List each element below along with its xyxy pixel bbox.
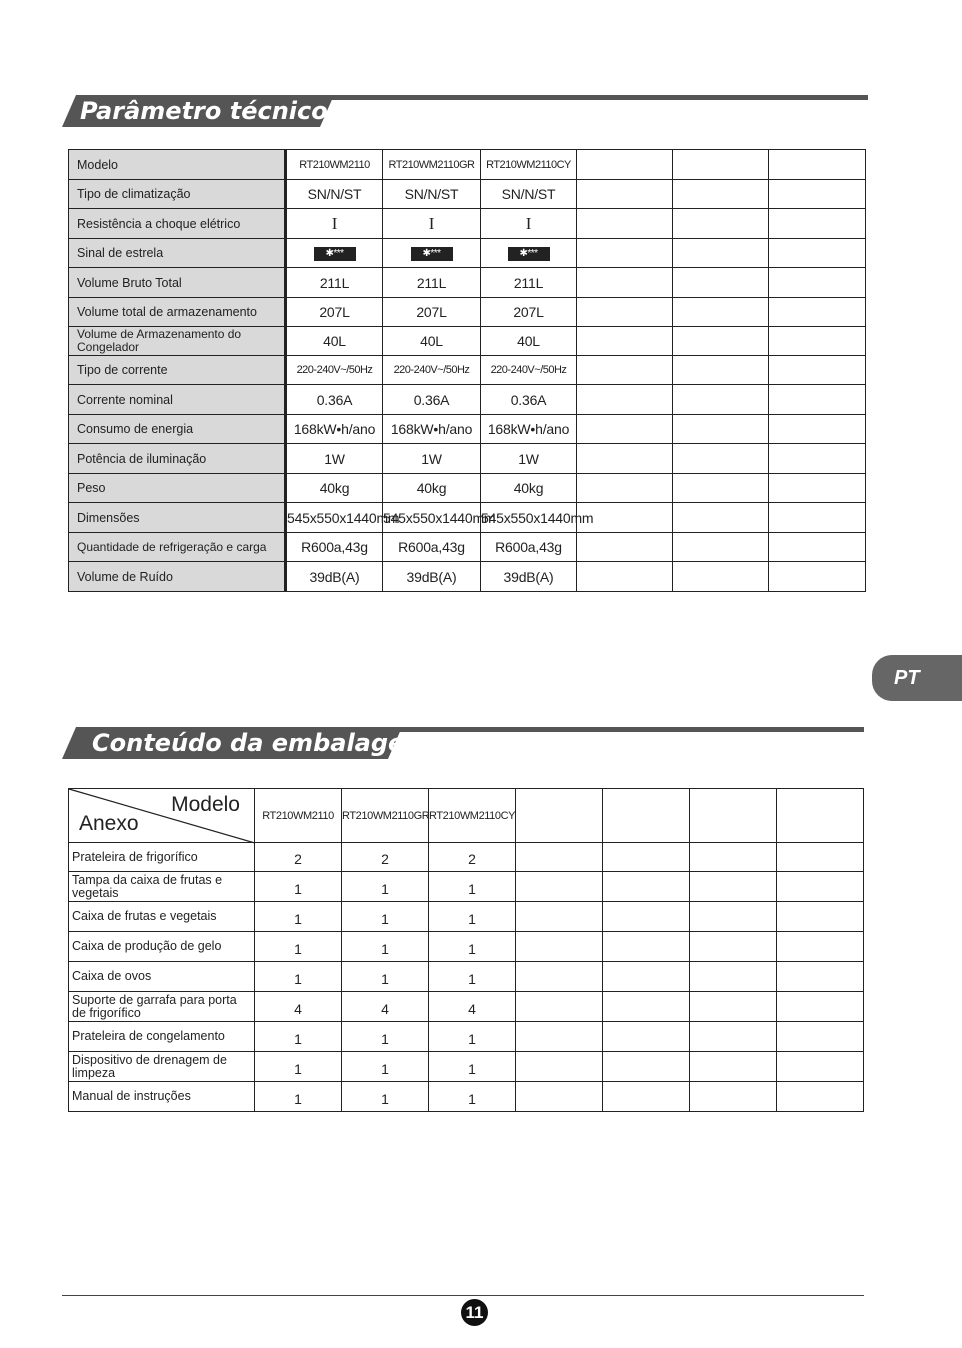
- spec-label: Tipo de climatização: [69, 180, 286, 209]
- package-quantity: 4: [255, 992, 342, 1022]
- spec-value: 1W: [481, 444, 577, 474]
- package-quantity: 1: [342, 1052, 429, 1082]
- spec-value: 39dB(A): [481, 562, 577, 592]
- spec-row: [69, 415, 866, 444]
- package-label: Prateleira de congelamento: [69, 1022, 255, 1052]
- model-header: RT210WM2110GR: [342, 789, 429, 843]
- spec-value: 0.36A: [383, 385, 481, 415]
- empty-cell: [603, 1052, 690, 1082]
- footer-rule: [62, 1295, 864, 1296]
- empty-cell: [577, 562, 673, 592]
- empty-cell: [769, 356, 866, 385]
- empty-cell: [673, 533, 769, 562]
- empty-cell: [577, 444, 673, 474]
- spec-row: [69, 562, 866, 592]
- empty-cell: [769, 444, 866, 474]
- package-row: [69, 1082, 864, 1112]
- spec-value: I: [383, 209, 481, 239]
- empty-cell: [769, 268, 866, 298]
- spec-value: 0.36A: [481, 385, 577, 415]
- spec-value: [286, 239, 383, 268]
- package-quantity: 1: [429, 902, 516, 932]
- empty-cell: [769, 180, 866, 209]
- spec-value: RT210WM2110GR: [383, 150, 481, 180]
- package-quantity: 1: [429, 932, 516, 962]
- spec-value: 40kg: [286, 474, 383, 503]
- spec-value: 220-240V~/50Hz: [383, 356, 481, 385]
- empty-cell: [603, 962, 690, 992]
- empty-cell: [577, 356, 673, 385]
- package-quantity: 1: [342, 1022, 429, 1052]
- spec-label: Volume Bruto Total: [69, 268, 286, 298]
- empty-cell: [603, 843, 690, 872]
- spec-label: Dimensões: [69, 503, 286, 533]
- empty-cell: [769, 562, 866, 592]
- package-quantity: 1: [255, 932, 342, 962]
- spec-row: [69, 268, 866, 298]
- empty-cell: [516, 1082, 603, 1112]
- empty-cell: [577, 239, 673, 268]
- empty-cell: [673, 385, 769, 415]
- spec-value: 40L: [286, 327, 383, 356]
- package-quantity: 1: [255, 1022, 342, 1052]
- empty-cell: [690, 902, 777, 932]
- spec-label: Volume de Armazenamento do Congelador: [69, 327, 286, 356]
- empty-cell: [690, 932, 777, 962]
- empty-cell: [673, 180, 769, 209]
- package-row: [69, 992, 864, 1022]
- empty-cell: [690, 789, 777, 843]
- spec-value: SN/N/ST: [383, 180, 481, 209]
- empty-cell: [777, 872, 864, 902]
- spec-value: 545x550x1440mm: [383, 503, 481, 533]
- spec-label: Consumo de energia: [69, 415, 286, 444]
- spec-value: 1W: [383, 444, 481, 474]
- package-label: Caixa de produção de gelo: [69, 932, 255, 962]
- page-number: 11: [461, 1299, 488, 1326]
- package-row: [69, 843, 864, 872]
- tech-section-header: [62, 95, 868, 127]
- spec-value: RT210WM2110: [286, 150, 383, 180]
- empty-cell: [516, 789, 603, 843]
- package-label: Caixa de ovos: [69, 962, 255, 992]
- package-quantity: 1: [342, 872, 429, 902]
- empty-cell: [690, 992, 777, 1022]
- section-title: Parâmetro técnico: [80, 97, 328, 125]
- empty-cell: [777, 789, 864, 843]
- package-label: Dispositivo de drenagem de limpeza: [69, 1052, 255, 1082]
- empty-cell: [577, 385, 673, 415]
- spec-table: [68, 149, 866, 592]
- empty-cell: [603, 992, 690, 1022]
- empty-cell: [673, 268, 769, 298]
- spec-row: [69, 209, 866, 239]
- spec-value: R600a,43g: [481, 533, 577, 562]
- empty-cell: [777, 932, 864, 962]
- spec-row: [69, 180, 866, 209]
- empty-cell: [577, 209, 673, 239]
- package-quantity: 1: [429, 1022, 516, 1052]
- spec-value: I: [481, 209, 577, 239]
- package-quantity: 1: [429, 962, 516, 992]
- spec-value: 207L: [286, 298, 383, 327]
- package-header-row: [69, 789, 864, 843]
- empty-cell: [769, 239, 866, 268]
- star-rating-badge: ✱***: [314, 247, 356, 261]
- spec-value: 168kW•h/ano: [383, 415, 481, 444]
- spec-value: 220-240V~/50Hz: [286, 356, 383, 385]
- package-row: [69, 1052, 864, 1082]
- section-title: Conteúdo da embalagem: [92, 729, 430, 757]
- empty-cell: [577, 327, 673, 356]
- package-quantity: 4: [342, 992, 429, 1022]
- spec-label: Sinal de estrela: [69, 239, 286, 268]
- empty-cell: [516, 872, 603, 902]
- empty-cell: [673, 239, 769, 268]
- spec-row: [69, 327, 866, 356]
- empty-cell: [577, 533, 673, 562]
- package-quantity: 1: [255, 902, 342, 932]
- empty-cell: [673, 209, 769, 239]
- empty-cell: [516, 843, 603, 872]
- package-quantity: 2: [342, 843, 429, 872]
- empty-cell: [673, 327, 769, 356]
- empty-cell: [577, 180, 673, 209]
- spec-value: 168kW•h/ano: [286, 415, 383, 444]
- corner-cell: [69, 789, 255, 843]
- spec-label: Potência de iluminação: [69, 444, 286, 474]
- spec-value: 211L: [383, 268, 481, 298]
- package-quantity: 1: [342, 932, 429, 962]
- empty-cell: [516, 902, 603, 932]
- empty-cell: [690, 1022, 777, 1052]
- spec-value: 207L: [383, 298, 481, 327]
- header-rule: [394, 727, 864, 732]
- language-tab: PT: [872, 655, 962, 701]
- package-row: [69, 962, 864, 992]
- model-header: RT210WM2110CY: [429, 789, 516, 843]
- empty-cell: [777, 992, 864, 1022]
- package-row: [69, 932, 864, 962]
- spec-value: 207L: [481, 298, 577, 327]
- empty-cell: [769, 385, 866, 415]
- spec-label: Quantidade de refrigeração e carga: [69, 533, 286, 562]
- spec-label: Peso: [69, 474, 286, 503]
- spec-value: 545x550x1440mm: [286, 503, 383, 533]
- package-label: Tampa da caixa de frutas e vegetais: [69, 872, 255, 902]
- package-label: Manual de instruções: [69, 1082, 255, 1112]
- spec-label: Tipo de corrente: [69, 356, 286, 385]
- spec-label: Volume de Ruído: [69, 562, 286, 592]
- empty-cell: [603, 1022, 690, 1052]
- spec-row: [69, 150, 866, 180]
- empty-cell: [777, 843, 864, 872]
- spec-value: [481, 239, 577, 268]
- spec-label: Resistência a choque elétrico: [69, 209, 286, 239]
- package-quantity: 1: [255, 1082, 342, 1112]
- package-quantity: 2: [429, 843, 516, 872]
- spec-label: Volume total de armazenamento: [69, 298, 286, 327]
- empty-cell: [673, 444, 769, 474]
- empty-cell: [769, 415, 866, 444]
- spec-value: 1W: [286, 444, 383, 474]
- spec-value: 168kW•h/ano: [481, 415, 577, 444]
- package-quantity: 1: [342, 962, 429, 992]
- spec-value: [383, 239, 481, 268]
- spec-value: 40L: [383, 327, 481, 356]
- empty-cell: [516, 1022, 603, 1052]
- corner-attachment-label: Anexo: [79, 812, 139, 835]
- empty-cell: [577, 268, 673, 298]
- spec-label: Modelo: [69, 150, 286, 180]
- package-table: [68, 788, 864, 1112]
- spec-row: [69, 503, 866, 533]
- spec-row: [69, 239, 866, 268]
- spec-row: [69, 298, 866, 327]
- empty-cell: [777, 1082, 864, 1112]
- model-header: RT210WM2110: [255, 789, 342, 843]
- package-quantity: 1: [342, 1082, 429, 1112]
- empty-cell: [577, 474, 673, 503]
- spec-value: 40kg: [481, 474, 577, 503]
- spec-value: RT210WM2110CY: [481, 150, 577, 180]
- package-label: Prateleira de frigorífico: [69, 843, 255, 872]
- package-quantity: 1: [255, 1052, 342, 1082]
- package-row: [69, 1022, 864, 1052]
- pack-section-header: [62, 727, 864, 759]
- star-rating-badge: ✱***: [411, 247, 453, 261]
- empty-cell: [577, 298, 673, 327]
- empty-cell: [769, 503, 866, 533]
- spec-row: [69, 533, 866, 562]
- empty-cell: [603, 902, 690, 932]
- empty-cell: [516, 992, 603, 1022]
- spec-value: SN/N/ST: [481, 180, 577, 209]
- package-quantity: 1: [429, 1082, 516, 1112]
- spec-value: 211L: [481, 268, 577, 298]
- empty-cell: [673, 415, 769, 444]
- star-rating-badge: ✱***: [508, 247, 550, 261]
- empty-cell: [777, 1022, 864, 1052]
- spec-label: Corrente nominal: [69, 385, 286, 415]
- package-quantity: 4: [429, 992, 516, 1022]
- package-row: [69, 872, 864, 902]
- package-label: Caixa de frutas e vegetais: [69, 902, 255, 932]
- spec-value: 220-240V~/50Hz: [481, 356, 577, 385]
- spec-value: R600a,43g: [286, 533, 383, 562]
- spec-value: 211L: [286, 268, 383, 298]
- empty-cell: [673, 150, 769, 180]
- package-quantity: 1: [342, 902, 429, 932]
- empty-cell: [690, 843, 777, 872]
- empty-cell: [777, 962, 864, 992]
- empty-cell: [690, 872, 777, 902]
- package-row: [69, 902, 864, 932]
- empty-cell: [577, 415, 673, 444]
- empty-cell: [769, 474, 866, 503]
- spec-value: 40L: [481, 327, 577, 356]
- empty-cell: [769, 298, 866, 327]
- corner-model-label: Modelo: [171, 793, 240, 816]
- empty-cell: [673, 356, 769, 385]
- empty-cell: [690, 1082, 777, 1112]
- empty-cell: [769, 533, 866, 562]
- spec-value: SN/N/ST: [286, 180, 383, 209]
- spec-value: 39dB(A): [286, 562, 383, 592]
- spec-row: [69, 474, 866, 503]
- empty-cell: [577, 150, 673, 180]
- spec-value: 39dB(A): [383, 562, 481, 592]
- package-quantity: 1: [255, 872, 342, 902]
- empty-cell: [603, 932, 690, 962]
- spec-value: 0.36A: [286, 385, 383, 415]
- spec-row: [69, 356, 866, 385]
- package-quantity: 1: [429, 1052, 516, 1082]
- empty-cell: [690, 1052, 777, 1082]
- empty-cell: [777, 1052, 864, 1082]
- empty-cell: [673, 503, 769, 533]
- empty-cell: [673, 474, 769, 503]
- package-quantity: 1: [429, 872, 516, 902]
- empty-cell: [777, 902, 864, 932]
- package-quantity: 2: [255, 843, 342, 872]
- empty-cell: [516, 962, 603, 992]
- package-label: Suporte de garrafa para porta de frigorífico: [69, 992, 255, 1022]
- package-quantity: 1: [255, 962, 342, 992]
- spec-value: R600a,43g: [383, 533, 481, 562]
- empty-cell: [690, 962, 777, 992]
- empty-cell: [603, 1082, 690, 1112]
- empty-cell: [603, 872, 690, 902]
- empty-cell: [516, 932, 603, 962]
- spec-row: [69, 444, 866, 474]
- empty-cell: [516, 1052, 603, 1082]
- empty-cell: [769, 327, 866, 356]
- empty-cell: [673, 298, 769, 327]
- spec-value: 545x550x1440mm: [481, 503, 577, 533]
- empty-cell: [603, 789, 690, 843]
- empty-cell: [769, 150, 866, 180]
- empty-cell: [769, 209, 866, 239]
- spec-value: 40kg: [383, 474, 481, 503]
- header-rule: [328, 95, 868, 100]
- empty-cell: [673, 562, 769, 592]
- spec-value: I: [286, 209, 383, 239]
- spec-row: [69, 385, 866, 415]
